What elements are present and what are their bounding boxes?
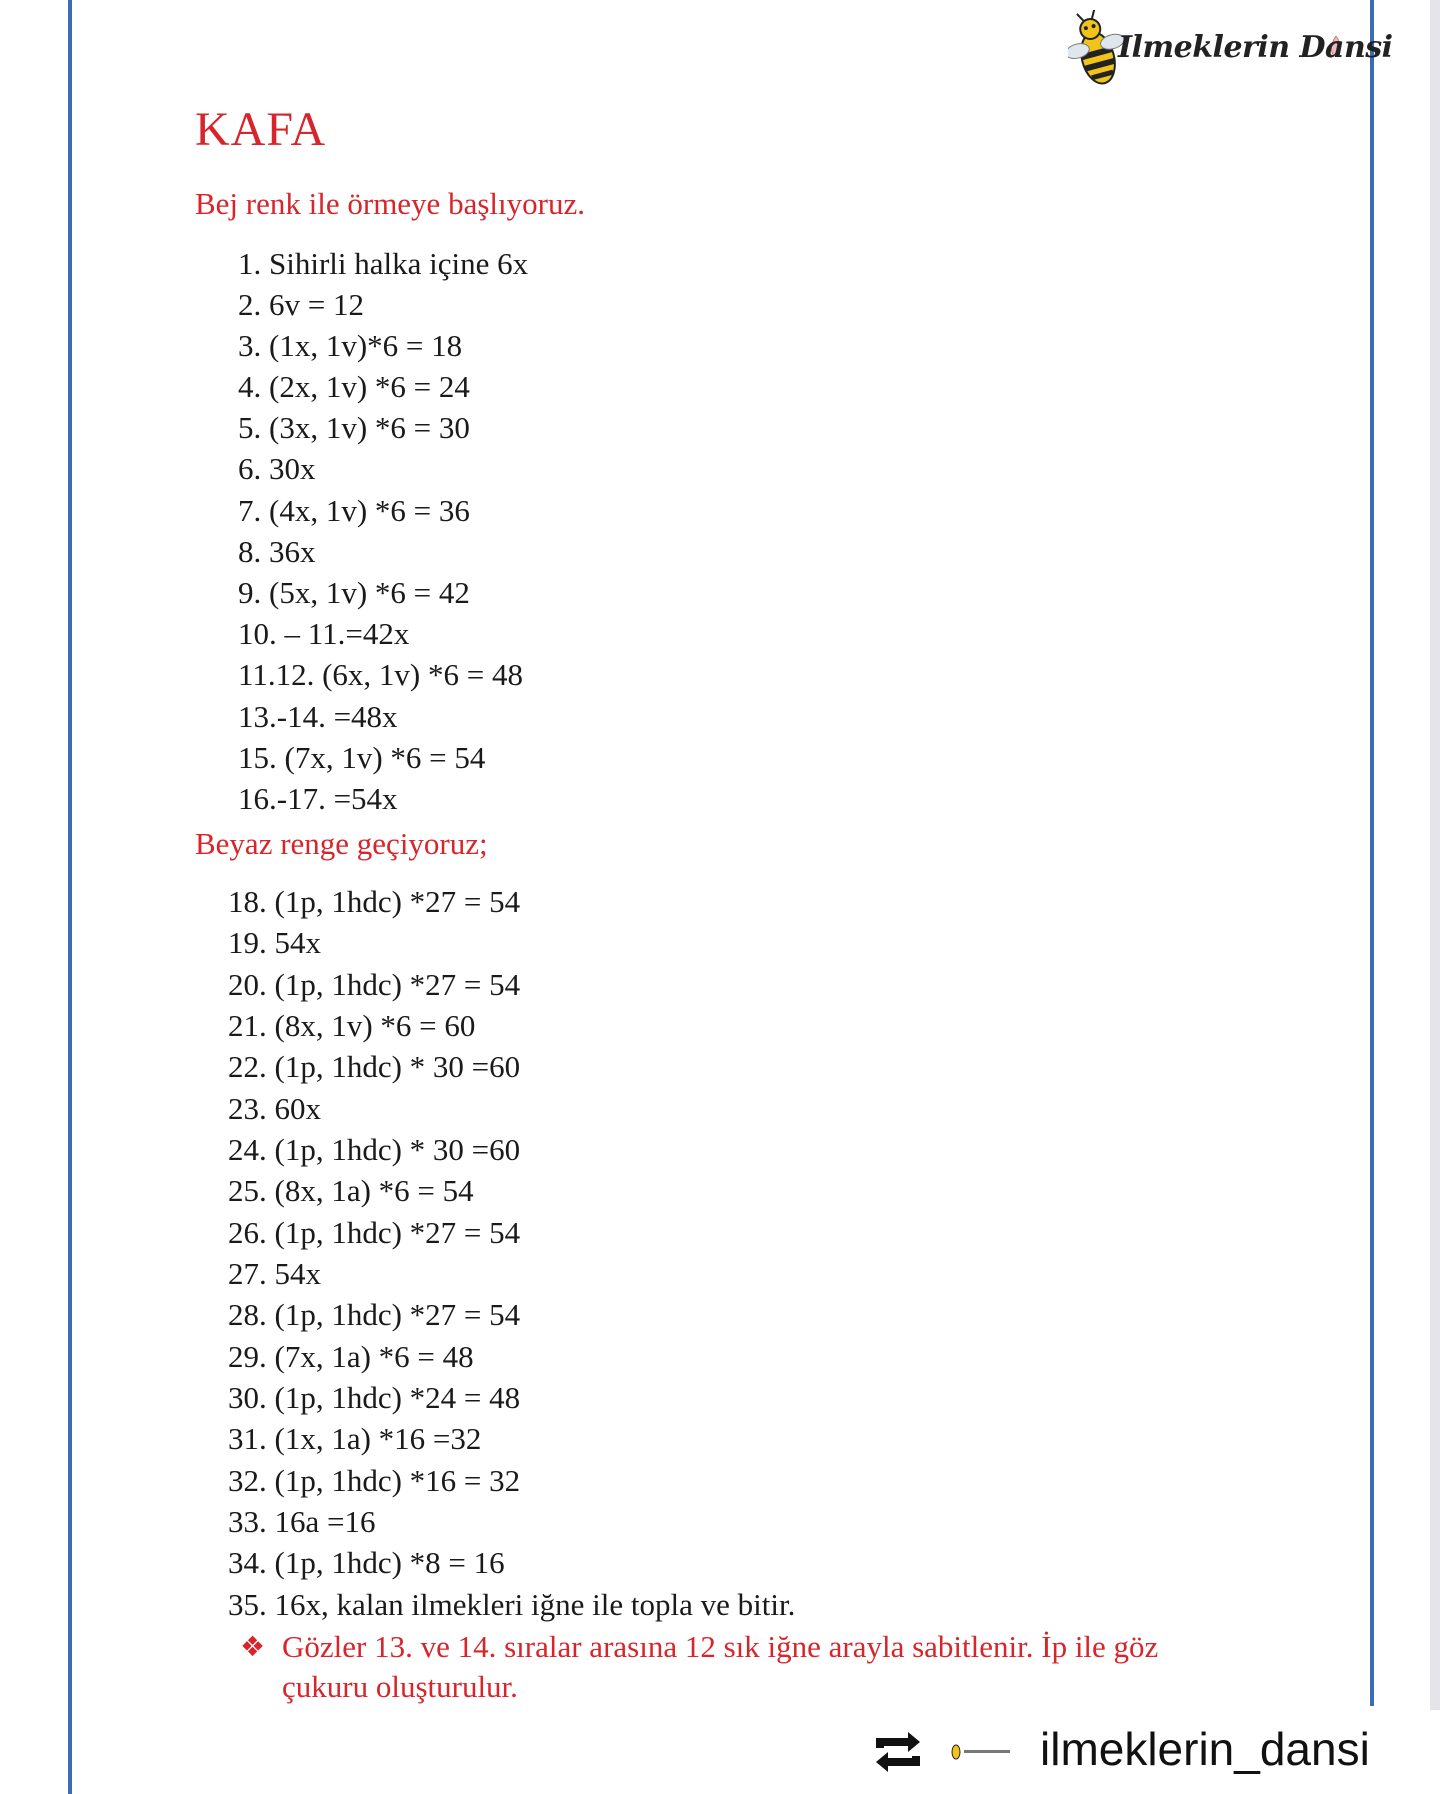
list-item: 24. (1p, 1hdc) * 30 =60: [228, 1132, 521, 1167]
list-item: 35. 16x, kalan ilmekleri iğne ile topla ve bitir.: [228, 1587, 796, 1622]
page-edge: [1430, 0, 1440, 1794]
list-item: 28. (1p, 1hdc) *27 = 54: [228, 1297, 521, 1332]
list-item: 8. 36x: [238, 534, 316, 569]
section-heading-white: Beyaz renge geçiyoruz;: [195, 826, 488, 861]
list-item: 25. (8x, 1a) *6 = 54: [228, 1173, 474, 1208]
list-item: 29. (7x, 1a) *6 = 48: [228, 1339, 474, 1374]
list-item: 4. (2x, 1v) *6 = 24: [238, 369, 470, 404]
page-border-right: [1370, 0, 1374, 1706]
list-item: 11.12. (6x, 1v) *6 = 48: [238, 657, 523, 692]
list-item: 34. (1p, 1hdc) *8 = 16: [228, 1545, 505, 1580]
list-item: 10. – 11.=42x: [238, 616, 410, 651]
section-heading-beige: Bej renk ile örmeye başlıyoruz.: [195, 186, 585, 221]
list-item: 27. 54x: [228, 1256, 321, 1291]
page-title: KAFA: [195, 103, 327, 156]
page-border-left: [68, 0, 72, 1794]
list-item: 18. (1p, 1hdc) *27 = 54: [228, 884, 521, 919]
list-item: 32. (1p, 1hdc) *16 = 32: [228, 1463, 521, 1498]
list-item: 20. (1p, 1hdc) *27 = 54: [228, 967, 521, 1002]
list-item: 2. 6v = 12: [238, 287, 364, 322]
list-item: 15. (7x, 1v) *6 = 54: [238, 740, 486, 775]
list-item: 22. (1p, 1hdc) * 30 =60: [228, 1049, 521, 1084]
list-item: 30. (1p, 1hdc) *24 = 48: [228, 1380, 521, 1415]
mini-logo-icon: [950, 1740, 1016, 1764]
list-item: 3. (1x, 1v)*6 = 18: [238, 328, 463, 363]
repost-icon[interactable]: [868, 1728, 928, 1776]
list-item: 13.-14. =48x: [238, 699, 398, 734]
list-item: 1. Sihirli halka içine 6x: [238, 246, 529, 281]
list-item: 5. (3x, 1v) *6 = 30: [238, 410, 470, 445]
list-item: 19. 54x: [228, 925, 321, 960]
list-item: 9. (5x, 1v) *6 = 42: [238, 575, 470, 610]
list-item: 6. 30x: [238, 451, 316, 486]
list-item: 31. (1x, 1a) *16 =32: [228, 1421, 482, 1456]
account-handle[interactable]: ilmeklerin_dansi: [1040, 1723, 1370, 1775]
list-item: 26. (1p, 1hdc) *27 = 54: [228, 1215, 521, 1250]
note-text: Gözler 13. ve 14. sıralar arasına 12 sık iğne arayla sabitlenir. İp ile göz çukuru oluşturulur.: [282, 1629, 1159, 1704]
list-item: 21. (8x, 1v) *6 = 60: [228, 1008, 476, 1043]
note-bullet-icon: ❖: [240, 1630, 266, 1663]
list-item: 23. 60x: [228, 1091, 321, 1126]
list-item: 16.-17. =54x: [238, 781, 398, 816]
logo-text: Ilmeklerin Dansi: [1118, 30, 1393, 65]
list-item: 33. 16a =16: [228, 1504, 376, 1539]
list-item: 7. (4x, 1v) *6 = 36: [238, 493, 470, 528]
